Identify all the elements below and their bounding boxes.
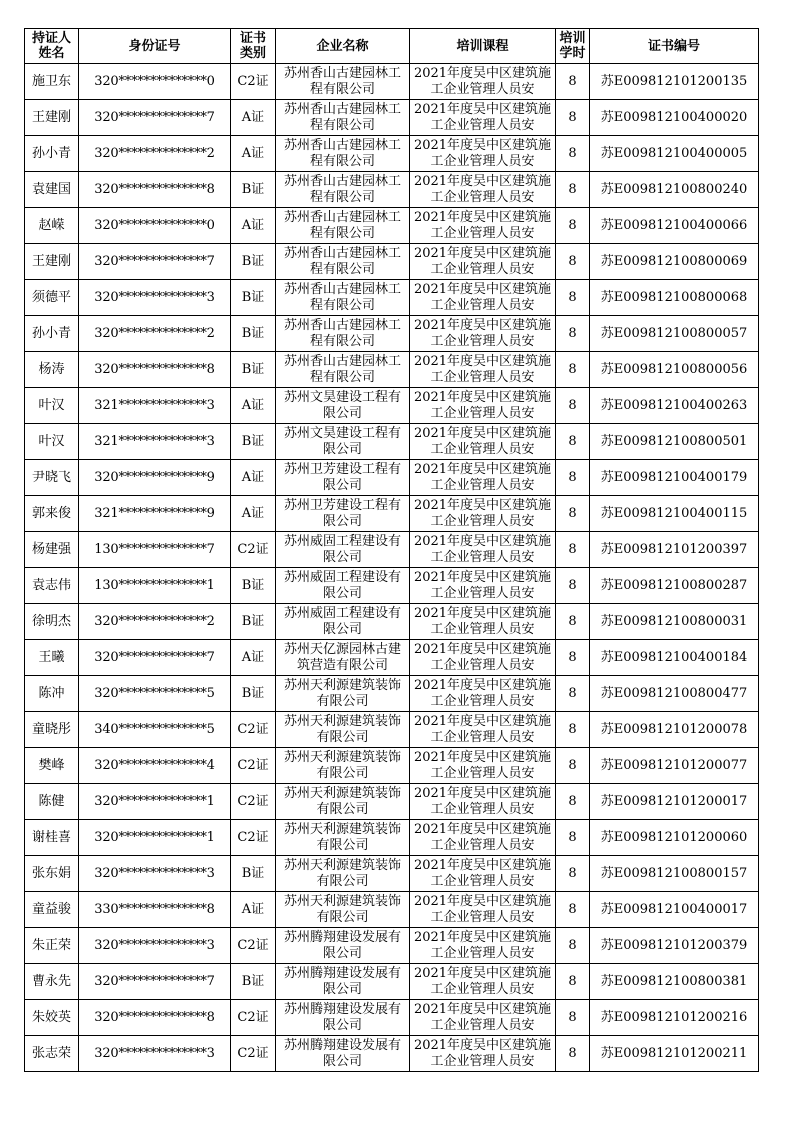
company-cell: [276, 568, 410, 604]
cert-type-cell: B证: [231, 856, 276, 892]
course-cell-text: 2021年度吴中区建筑施工企业管理人员安: [413, 1002, 552, 1033]
cert-number-cell: 苏E009812100800157: [590, 856, 759, 892]
cert-number-cell: 苏E009812100800240: [590, 172, 759, 208]
course-cell-text: 2021年度吴中区建筑施工企业管理人员安: [413, 462, 552, 493]
id-number-cell: 320**************3: [79, 280, 231, 316]
table-row: [25, 352, 759, 388]
header-id-number: 身份证号: [79, 29, 231, 64]
cert-number-cell: 苏E009812100800056: [590, 352, 759, 388]
company-cell: [276, 640, 410, 676]
course-cell: [410, 100, 556, 136]
company-cell-text: 苏州香山古建园林工程有限公司: [283, 66, 401, 97]
hours-cell: 8: [556, 1000, 590, 1036]
cert-type-cell: B证: [231, 424, 276, 460]
table-row: [25, 136, 759, 172]
table-row: [25, 748, 759, 784]
course-cell: [410, 280, 556, 316]
company-cell-text: 苏州香山古建园林工程有限公司: [283, 318, 401, 349]
cert-type-cell: B证: [231, 244, 276, 280]
hours-cell: 8: [556, 64, 590, 100]
course-cell: [410, 568, 556, 604]
cert-number-cell: 苏E009812101200397: [590, 532, 759, 568]
hours-cell: 8: [556, 388, 590, 424]
table-header: [25, 29, 759, 64]
cert-number-cell: 苏E009812101200216: [590, 1000, 759, 1036]
holder-name-cell: 杨涛: [25, 352, 79, 388]
cert-type-cell: B证: [231, 316, 276, 352]
course-cell: [410, 64, 556, 100]
course-cell-text: 2021年度吴中区建筑施工企业管理人员安: [413, 390, 552, 421]
company-cell: [276, 856, 410, 892]
company-cell: [276, 424, 410, 460]
course-cell-text: 2021年度吴中区建筑施工企业管理人员安: [413, 678, 552, 709]
id-number-cell: 320**************2: [79, 136, 231, 172]
hours-cell: 8: [556, 568, 590, 604]
id-number-cell: 321**************9: [79, 496, 231, 532]
course-cell: [410, 1000, 556, 1036]
company-cell-text: 苏州天亿源园林古建筑营造有限公司: [283, 642, 401, 673]
cert-type-cell: B证: [231, 568, 276, 604]
hours-cell: 8: [556, 172, 590, 208]
cert-type-cell: A证: [231, 208, 276, 244]
hours-cell: 8: [556, 856, 590, 892]
company-cell-text: 苏州腾翔建设发展有限公司: [283, 1038, 401, 1069]
id-number-cell: 330**************8: [79, 892, 231, 928]
table-row: [25, 244, 759, 280]
course-cell-text: 2021年度吴中区建筑施工企业管理人员安: [413, 966, 552, 997]
course-cell-text: 2021年度吴中区建筑施工企业管理人员安: [413, 786, 552, 817]
company-cell-text: 苏州天利源建筑装饰有限公司: [283, 750, 401, 781]
holder-name-cell: 陈健: [25, 784, 79, 820]
company-cell-text: 苏州香山古建园林工程有限公司: [283, 174, 401, 205]
company-cell-text: 苏州香山古建园林工程有限公司: [283, 210, 401, 241]
cert-type-cell: C2证: [231, 64, 276, 100]
table-row: [25, 208, 759, 244]
course-cell-text: 2021年度吴中区建筑施工企业管理人员安: [413, 1038, 552, 1069]
id-number-cell: 320**************3: [79, 856, 231, 892]
company-cell-text: 苏州腾翔建设发展有限公司: [283, 966, 401, 997]
course-cell: [410, 784, 556, 820]
cert-number-cell: 苏E009812100800031: [590, 604, 759, 640]
hours-cell: 8: [556, 244, 590, 280]
company-cell-text: 苏州天利源建筑装饰有限公司: [283, 858, 401, 889]
course-cell-text: 2021年度吴中区建筑施工企业管理人员安: [413, 66, 552, 97]
table-row: [25, 820, 759, 856]
hours-cell: 8: [556, 964, 590, 1000]
cert-type-cell: B证: [231, 676, 276, 712]
course-cell: [410, 172, 556, 208]
hours-cell: 8: [556, 784, 590, 820]
course-cell-text: 2021年度吴中区建筑施工企业管理人员安: [413, 642, 552, 673]
company-cell-text: 苏州香山古建园林工程有限公司: [283, 282, 401, 313]
header-cert-type: 证书 类别: [231, 29, 276, 64]
hours-cell: 8: [556, 136, 590, 172]
company-cell-text: 苏州香山古建园林工程有限公司: [283, 354, 401, 385]
course-cell: [410, 640, 556, 676]
company-cell: [276, 496, 410, 532]
table-row: [25, 1000, 759, 1036]
hours-cell: 8: [556, 928, 590, 964]
cert-type-cell: B证: [231, 604, 276, 640]
id-number-cell: 320**************4: [79, 748, 231, 784]
company-cell-text: 苏州天利源建筑装饰有限公司: [283, 786, 401, 817]
id-number-cell: 320**************3: [79, 928, 231, 964]
course-cell-text: 2021年度吴中区建筑施工企业管理人员安: [413, 714, 552, 745]
company-cell: [276, 208, 410, 244]
company-cell: [276, 928, 410, 964]
company-cell: [276, 604, 410, 640]
holder-name-cell: 施卫东: [25, 64, 79, 100]
holder-name-cell: 尹晓飞: [25, 460, 79, 496]
id-number-cell: 320**************0: [79, 208, 231, 244]
table-row: [25, 172, 759, 208]
course-cell: [410, 424, 556, 460]
holder-name-cell: 张志荣: [25, 1036, 79, 1072]
id-number-cell: 130**************7: [79, 532, 231, 568]
holder-name-cell: 叶汉: [25, 424, 79, 460]
cert-type-cell: C2证: [231, 1036, 276, 1072]
course-cell: [410, 856, 556, 892]
holder-name-cell: 袁建国: [25, 172, 79, 208]
holder-name-cell: 朱姣英: [25, 1000, 79, 1036]
table-row: [25, 100, 759, 136]
hours-cell: 8: [556, 1036, 590, 1072]
cert-type-cell: B证: [231, 280, 276, 316]
cert-number-cell: 苏E009812100400179: [590, 460, 759, 496]
cert-number-cell: 苏E009812100400020: [590, 100, 759, 136]
course-cell: [410, 136, 556, 172]
course-cell-text: 2021年度吴中区建筑施工企业管理人员安: [413, 570, 552, 601]
cert-type-cell: A证: [231, 892, 276, 928]
company-cell-text: 苏州威固工程建设有限公司: [283, 534, 401, 565]
cert-number-cell: 苏E009812100400115: [590, 496, 759, 532]
course-cell: [410, 928, 556, 964]
table-row: [25, 928, 759, 964]
company-cell: [276, 64, 410, 100]
course-cell: [410, 244, 556, 280]
company-cell-text: 苏州天利源建筑装饰有限公司: [283, 714, 401, 745]
holder-name-cell: 徐明杰: [25, 604, 79, 640]
course-cell-text: 2021年度吴中区建筑施工企业管理人员安: [413, 426, 552, 457]
cert-number-cell: 苏E009812100800068: [590, 280, 759, 316]
table-row: [25, 604, 759, 640]
company-cell-text: 苏州文昊建设工程有限公司: [283, 426, 401, 457]
company-cell: [276, 100, 410, 136]
cert-type-cell: C2证: [231, 928, 276, 964]
course-cell: [410, 1036, 556, 1072]
id-number-cell: 320**************3: [79, 1036, 231, 1072]
company-cell: [276, 892, 410, 928]
cert-number-cell: 苏E009812101200078: [590, 712, 759, 748]
course-cell-text: 2021年度吴中区建筑施工企业管理人员安: [413, 102, 552, 133]
course-cell-text: 2021年度吴中区建筑施工企业管理人员安: [413, 210, 552, 241]
company-cell: [276, 820, 410, 856]
cert-number-cell: 苏E009812100800501: [590, 424, 759, 460]
cert-type-cell: A证: [231, 460, 276, 496]
cert-type-cell: C2证: [231, 532, 276, 568]
hours-cell: 8: [556, 748, 590, 784]
hours-cell: 8: [556, 532, 590, 568]
course-cell: [410, 460, 556, 496]
cert-type-cell: C2证: [231, 820, 276, 856]
course-cell-text: 2021年度吴中区建筑施工企业管理人员安: [413, 822, 552, 853]
company-cell-text: 苏州文昊建设工程有限公司: [283, 390, 401, 421]
course-cell-text: 2021年度吴中区建筑施工企业管理人员安: [413, 498, 552, 529]
cert-type-cell: B证: [231, 964, 276, 1000]
table-row: [25, 280, 759, 316]
course-cell-text: 2021年度吴中区建筑施工企业管理人员安: [413, 138, 552, 169]
holder-name-cell: 曹永先: [25, 964, 79, 1000]
holder-name-cell: 王建刚: [25, 100, 79, 136]
course-cell: [410, 892, 556, 928]
company-cell-text: 苏州威固工程建设有限公司: [283, 570, 401, 601]
course-cell-text: 2021年度吴中区建筑施工企业管理人员安: [413, 858, 552, 889]
cert-type-cell: A证: [231, 100, 276, 136]
header-cert-number: 证书编号: [590, 29, 759, 64]
course-cell-text: 2021年度吴中区建筑施工企业管理人员安: [413, 750, 552, 781]
cert-type-cell: A证: [231, 388, 276, 424]
cert-type-cell: A证: [231, 496, 276, 532]
header-company: 企业名称: [276, 29, 410, 64]
table-row: [25, 64, 759, 100]
table-row: [25, 532, 759, 568]
company-cell-text: 苏州天利源建筑装饰有限公司: [283, 894, 401, 925]
hours-cell: 8: [556, 280, 590, 316]
holder-name-cell: 童益骏: [25, 892, 79, 928]
table-row: [25, 856, 759, 892]
cert-type-cell: C2证: [231, 1000, 276, 1036]
company-cell: [276, 244, 410, 280]
company-cell: [276, 388, 410, 424]
table-row: [25, 892, 759, 928]
hours-cell: 8: [556, 424, 590, 460]
cert-number-cell: 苏E009812100800057: [590, 316, 759, 352]
hours-cell: 8: [556, 100, 590, 136]
id-number-cell: 320**************5: [79, 676, 231, 712]
course-cell-text: 2021年度吴中区建筑施工企业管理人员安: [413, 354, 552, 385]
company-cell-text: 苏州香山古建园林工程有限公司: [283, 246, 401, 277]
id-number-cell: 320**************8: [79, 352, 231, 388]
course-cell: [410, 712, 556, 748]
table-row: [25, 388, 759, 424]
holder-name-cell: 郭来俊: [25, 496, 79, 532]
id-number-cell: 321**************3: [79, 424, 231, 460]
id-number-cell: 320**************1: [79, 820, 231, 856]
table-row: [25, 424, 759, 460]
hours-cell: 8: [556, 820, 590, 856]
holder-name-cell: 袁志伟: [25, 568, 79, 604]
course-cell: [410, 316, 556, 352]
cert-number-cell: 苏E009812100400066: [590, 208, 759, 244]
cert-number-cell: 苏E009812100800477: [590, 676, 759, 712]
cert-type-cell: A证: [231, 640, 276, 676]
company-cell: [276, 316, 410, 352]
hours-cell: 8: [556, 604, 590, 640]
cert-number-cell: 苏E009812101200211: [590, 1036, 759, 1072]
company-cell: [276, 784, 410, 820]
id-number-cell: 320**************1: [79, 784, 231, 820]
cert-number-cell: 苏E009812100800069: [590, 244, 759, 280]
company-cell: [276, 748, 410, 784]
holder-name-cell: 须德平: [25, 280, 79, 316]
course-cell-text: 2021年度吴中区建筑施工企业管理人员安: [413, 894, 552, 925]
company-cell-text: 苏州腾翔建设发展有限公司: [283, 1002, 401, 1033]
cert-number-cell: 苏E009812100400005: [590, 136, 759, 172]
holder-name-cell: 童晓彤: [25, 712, 79, 748]
id-number-cell: 320**************7: [79, 244, 231, 280]
cert-type-cell: C2证: [231, 784, 276, 820]
hours-cell: 8: [556, 208, 590, 244]
company-cell: [276, 352, 410, 388]
id-number-cell: 321**************3: [79, 388, 231, 424]
holder-name-cell: 叶汉: [25, 388, 79, 424]
company-cell-text: 苏州卫芳建设工程有限公司: [283, 498, 401, 529]
holder-name-cell: 陈冲: [25, 676, 79, 712]
table-row: [25, 316, 759, 352]
table-row: [25, 784, 759, 820]
company-cell: [276, 1000, 410, 1036]
course-cell: [410, 388, 556, 424]
company-cell: [276, 280, 410, 316]
cert-number-cell: 苏E009812100800287: [590, 568, 759, 604]
hours-cell: 8: [556, 352, 590, 388]
cert-number-cell: 苏E009812101200060: [590, 820, 759, 856]
course-cell-text: 2021年度吴中区建筑施工企业管理人员安: [413, 246, 552, 277]
id-number-cell: 320**************7: [79, 640, 231, 676]
company-cell-text: 苏州卫芳建设工程有限公司: [283, 462, 401, 493]
course-cell-text: 2021年度吴中区建筑施工企业管理人员安: [413, 534, 552, 565]
table-row: [25, 712, 759, 748]
holder-name-cell: 孙小青: [25, 136, 79, 172]
hours-cell: 8: [556, 460, 590, 496]
header-hours: 培训 学时: [556, 29, 590, 64]
header-holder-name: 持证人 姓名: [25, 29, 79, 64]
course-cell-text: 2021年度吴中区建筑施工企业管理人员安: [413, 318, 552, 349]
course-cell-text: 2021年度吴中区建筑施工企业管理人员安: [413, 606, 552, 637]
course-cell: [410, 352, 556, 388]
cert-number-cell: 苏E009812100400263: [590, 388, 759, 424]
certificate-table: [24, 28, 759, 1072]
id-number-cell: 320**************0: [79, 64, 231, 100]
company-cell: [276, 172, 410, 208]
hours-cell: 8: [556, 676, 590, 712]
id-number-cell: 130**************1: [79, 568, 231, 604]
table-row: [25, 640, 759, 676]
company-cell-text: 苏州威固工程建设有限公司: [283, 606, 401, 637]
id-number-cell: 340**************5: [79, 712, 231, 748]
company-cell: [276, 964, 410, 1000]
company-cell: [276, 136, 410, 172]
cert-type-cell: B证: [231, 172, 276, 208]
hours-cell: 8: [556, 712, 590, 748]
holder-name-cell: 张东娟: [25, 856, 79, 892]
cert-number-cell: 苏E009812100400017: [590, 892, 759, 928]
course-cell: [410, 208, 556, 244]
company-cell-text: 苏州香山古建园林工程有限公司: [283, 138, 401, 169]
cert-number-cell: 苏E009812101200017: [590, 784, 759, 820]
company-cell: [276, 460, 410, 496]
id-number-cell: 320**************2: [79, 316, 231, 352]
id-number-cell: 320**************8: [79, 1000, 231, 1036]
cert-number-cell: 苏E009812101200379: [590, 928, 759, 964]
cert-number-cell: 苏E009812100800381: [590, 964, 759, 1000]
course-cell: [410, 748, 556, 784]
company-cell: [276, 1036, 410, 1072]
course-cell: [410, 604, 556, 640]
table-row: [25, 568, 759, 604]
table-row: [25, 676, 759, 712]
table-body: [25, 64, 759, 1072]
holder-name-cell: 杨建强: [25, 532, 79, 568]
id-number-cell: 320**************2: [79, 604, 231, 640]
company-cell-text: 苏州香山古建园林工程有限公司: [283, 102, 401, 133]
id-number-cell: 320**************8: [79, 172, 231, 208]
table-row: [25, 496, 759, 532]
company-cell: [276, 532, 410, 568]
company-cell: [276, 676, 410, 712]
course-cell: [410, 532, 556, 568]
course-cell-text: 2021年度吴中区建筑施工企业管理人员安: [413, 282, 552, 313]
header-row: [25, 29, 759, 64]
company-cell-text: 苏州天利源建筑装饰有限公司: [283, 678, 401, 709]
table-row: [25, 460, 759, 496]
course-cell-text: 2021年度吴中区建筑施工企业管理人员安: [413, 174, 552, 205]
cert-type-cell: C2证: [231, 748, 276, 784]
cert-number-cell: 苏E009812100400184: [590, 640, 759, 676]
id-number-cell: 320**************7: [79, 964, 231, 1000]
course-cell: [410, 820, 556, 856]
holder-name-cell: 赵嵘: [25, 208, 79, 244]
company-cell: [276, 712, 410, 748]
header-course: 培训课程: [410, 29, 556, 64]
course-cell: [410, 676, 556, 712]
course-cell: [410, 496, 556, 532]
table-row: [25, 1036, 759, 1072]
table-row: [25, 964, 759, 1000]
cert-number-cell: 苏E009812101200077: [590, 748, 759, 784]
id-number-cell: 320**************7: [79, 100, 231, 136]
holder-name-cell: 樊峰: [25, 748, 79, 784]
holder-name-cell: 朱正荣: [25, 928, 79, 964]
holder-name-cell: 王建刚: [25, 244, 79, 280]
cert-type-cell: B证: [231, 352, 276, 388]
course-cell-text: 2021年度吴中区建筑施工企业管理人员安: [413, 930, 552, 961]
hours-cell: 8: [556, 892, 590, 928]
hours-cell: 8: [556, 640, 590, 676]
company-cell-text: 苏州天利源建筑装饰有限公司: [283, 822, 401, 853]
id-number-cell: 320**************9: [79, 460, 231, 496]
holder-name-cell: 王曦: [25, 640, 79, 676]
cert-number-cell: 苏E009812101200135: [590, 64, 759, 100]
cert-type-cell: C2证: [231, 712, 276, 748]
course-cell: [410, 964, 556, 1000]
company-cell-text: 苏州腾翔建设发展有限公司: [283, 930, 401, 961]
hours-cell: 8: [556, 496, 590, 532]
cert-type-cell: A证: [231, 136, 276, 172]
holder-name-cell: 谢桂喜: [25, 820, 79, 856]
holder-name-cell: 孙小青: [25, 316, 79, 352]
hours-cell: 8: [556, 316, 590, 352]
